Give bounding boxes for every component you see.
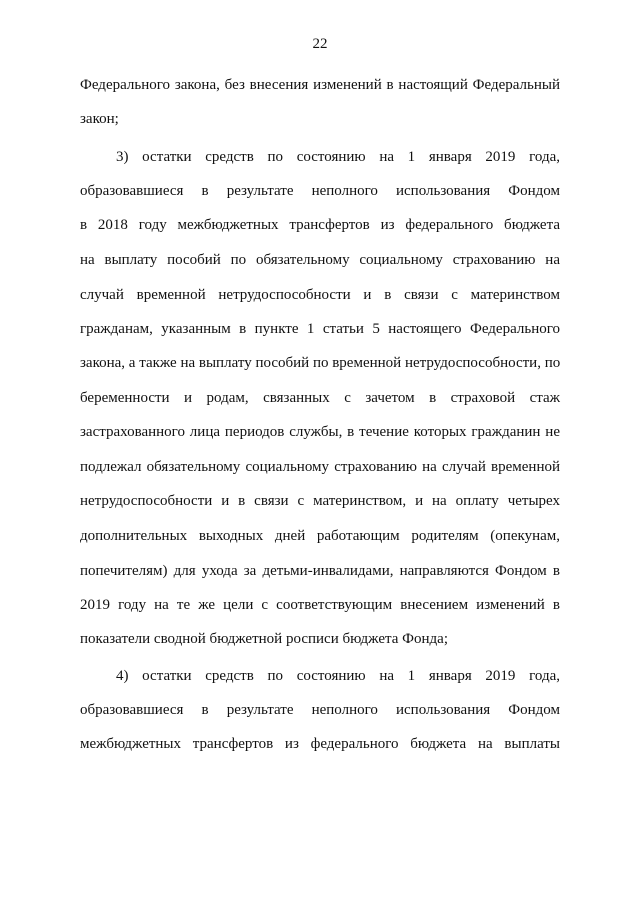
text-line: 2019 году на те же цели с соответствующим внесением изменений в — [80, 597, 560, 613]
text-line: 4) остатки средств по состоянию на 1 января 2019 года, — [116, 668, 560, 684]
text-line: в 2018 году межбюджетных трансфертов из федерального бюджета — [80, 217, 560, 233]
text-line: на выплату пособий по обязательному социальному страхованию на — [80, 252, 560, 268]
text-line: подлежал обязательному социальному страхованию на случай временной — [80, 459, 560, 475]
text-line: попечителям) для ухода за детьми-инвалидами, направляются Фондом в — [80, 563, 560, 579]
text-line: беременности и родам, связанных с зачетом в страховой стаж — [80, 390, 560, 406]
text-line: дополнительных выходных дней работающим родителям (опекунам, — [80, 528, 560, 544]
text-line: образовавшиеся в результате неполного использования Фондом — [80, 183, 560, 199]
text-line: гражданам, указанным в пункте 1 статьи 5 настоящего Федерального — [80, 321, 560, 337]
text-line: закон; — [80, 111, 119, 127]
text-line: 3) остатки средств по состоянию на 1 января 2019 года, — [116, 149, 560, 165]
text-line: нетрудоспособности и в связи с материнством, и на оплату четырех — [80, 493, 560, 509]
text-line: показатели сводной бюджетной росписи бюджета Фонда; — [80, 631, 448, 647]
text-line: Федерального закона, без внесения изменений в настоящий Федеральный — [80, 77, 560, 93]
text-line: застрахованного лица периодов службы, в течение которых гражданин не — [80, 424, 560, 440]
text-line: случай временной нетрудоспособности и в связи с материнством — [80, 287, 560, 303]
page-number: 22 — [312, 36, 328, 52]
text-line: межбюджетных трансфертов из федерального бюджета на выплаты — [80, 736, 560, 752]
text-line: образовавшиеся в результате неполного использования Фондом — [80, 702, 560, 718]
text-line: закона, а также на выплату пособий по временной нетрудоспособности, по — [80, 355, 561, 371]
